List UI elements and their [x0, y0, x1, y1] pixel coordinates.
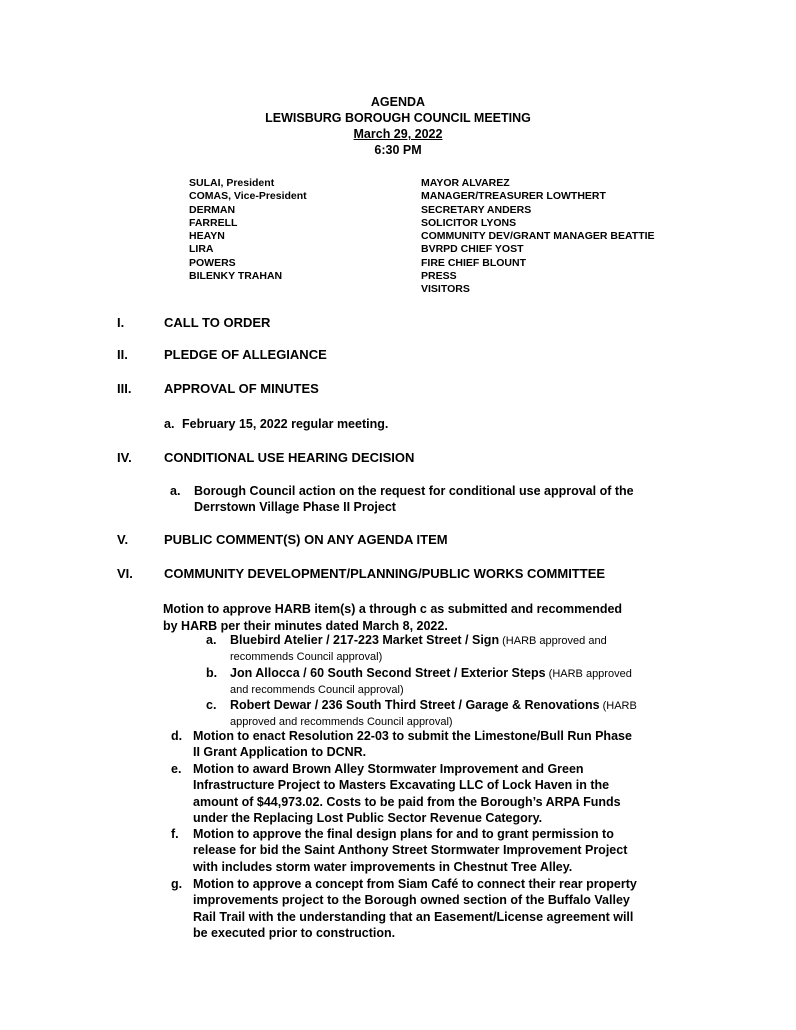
- section-title: COMMUNITY DEVELOPMENT/PLANNING/PUBLIC WORKS COMMITTEE: [164, 566, 606, 581]
- item-note: (HARB approved: [545, 668, 632, 680]
- section-title: PUBLIC COMMENT(S) ON ANY AGENDA ITEM: [164, 532, 448, 547]
- item-note: (HARB: [599, 700, 637, 712]
- item-line: Rail Trail with the understanding that an Easement/License agreement will: [193, 909, 634, 924]
- section-number: I.: [117, 315, 125, 330]
- item-title: Bluebird Atelier / 217-223 Market Street / Sign: [230, 633, 500, 647]
- item-line: Motion to enact Resolution 22-03 to submit the Limestone/Bull Run Phase: [193, 729, 632, 743]
- section-number: III.: [117, 381, 132, 396]
- meeting-time: 6:30 PM: [374, 143, 422, 157]
- item-line: II Grant Application to DCNR.: [193, 745, 367, 760]
- item-letter: a.: [170, 484, 181, 498]
- council-member: LIRA: [189, 243, 214, 256]
- official: COMMUNITY DEV/GRANT MANAGER BEATTIE: [421, 230, 655, 243]
- official: SOLICITOR LYONS: [421, 216, 517, 229]
- item-letter: d.: [171, 729, 183, 743]
- item-text: [230, 698, 637, 730]
- item-line: improvements project to the Borough owned section of the Buffalo Valley: [193, 893, 630, 908]
- item-text: [193, 761, 621, 826]
- section-title: CONDITIONAL USE HEARING DECISION: [164, 450, 415, 465]
- official: VISITORS: [421, 283, 470, 296]
- section-title: PLEDGE OF ALLEGIANCE: [164, 347, 327, 362]
- official: SECRETARY ANDERS: [421, 203, 532, 216]
- official: BVRPD CHIEF YOST: [421, 243, 524, 256]
- item-line: Borough Council action on the request for conditional use approval of the: [194, 484, 634, 498]
- item-text: [193, 826, 627, 875]
- officials-list: [421, 177, 655, 297]
- item-letter: a.: [206, 633, 217, 647]
- item-letter: b.: [206, 666, 218, 680]
- official: MANAGER/TREASURER LOWTHERT: [421, 190, 606, 203]
- council-member: POWERS: [189, 256, 236, 269]
- item-text: [230, 666, 632, 698]
- item-note: recommends Council approval): [230, 651, 383, 663]
- item-letter: a.: [164, 417, 175, 431]
- item-line: Motion to award Brown Alley Stormwater Improvement and Green: [193, 762, 584, 776]
- item-letter: e.: [171, 762, 182, 776]
- council-members-list: [189, 177, 307, 283]
- section-number: VI.: [117, 566, 133, 581]
- item-text: [230, 633, 607, 665]
- motion-line: by HARB per their minutes dated March 8, 2022.: [163, 618, 448, 633]
- meeting-date-text: March 29, 2022: [353, 127, 443, 141]
- item-text: February 15, 2022 regular meeting.: [182, 417, 389, 431]
- item-line: Infrastructure Project to Masters Excavating LLC of Lock Haven in the: [193, 778, 610, 793]
- section-number: IV.: [117, 450, 132, 465]
- council-member: BILENKY TRAHAN: [189, 270, 283, 283]
- meeting-date: [0, 127, 796, 142]
- item-line: Motion to approve a concept from Siam Café to connect their rear property: [193, 877, 637, 891]
- item-note: and recommends Council approval): [230, 684, 404, 696]
- council-member: COMAS, Vice-President: [189, 190, 307, 203]
- item-line: release for bid the Saint Anthony Street Stormwater Improvement Project: [193, 843, 628, 858]
- motion-line: Motion to approve HARB item(s) a through c as submitted and recommended: [163, 602, 623, 616]
- item-line: with includes storm water improvements in Chestnut Tree Alley.: [193, 859, 573, 874]
- item-title: Robert Dewar / 236 South Third Street / Garage & Renovations: [230, 698, 600, 712]
- item-line: Derrstown Village Phase II Project: [194, 500, 396, 515]
- item-line: Motion to approve the final design plans for and to grant permission to: [193, 827, 614, 841]
- council-member: SULAI, President: [189, 177, 275, 189]
- council-member: FARRELL: [189, 216, 238, 229]
- item-text: [193, 728, 632, 761]
- council-member: HEAYN: [189, 230, 225, 243]
- council-member: DERMAN: [189, 203, 236, 216]
- document-title: AGENDA: [370, 95, 426, 109]
- official: MAYOR ALVAREZ: [421, 177, 510, 189]
- item-line: under the Replacing Lost Public Sector Revenue Category.: [193, 810, 543, 825]
- item-letter: g.: [171, 877, 183, 891]
- item-note: approved and recommends Council approval): [230, 716, 453, 728]
- item-letter: f.: [171, 827, 179, 841]
- official: FIRE CHIEF BLOUNT: [421, 256, 526, 269]
- item-title: Jon Allocca / 60 South Second Street / Exterior Steps: [230, 666, 546, 680]
- section-number: V.: [117, 532, 129, 547]
- section-title: APPROVAL OF MINUTES: [164, 381, 319, 396]
- item-note: (HARB approved and: [499, 635, 607, 647]
- item-line: be executed prior to construction.: [193, 925, 396, 940]
- item-letter: c.: [206, 698, 217, 712]
- section-number: II.: [117, 347, 128, 362]
- item-text: [194, 483, 634, 516]
- item-text: [193, 876, 637, 941]
- section-title: CALL TO ORDER: [164, 315, 271, 330]
- harb-motion: [163, 601, 703, 634]
- item-line: amount of $44,973.02. Costs to be paid from the Borough’s ARPA Funds: [193, 794, 621, 809]
- meeting-name: LEWISBURG BOROUGH COUNCIL MEETING: [265, 111, 531, 125]
- official: PRESS: [421, 270, 457, 283]
